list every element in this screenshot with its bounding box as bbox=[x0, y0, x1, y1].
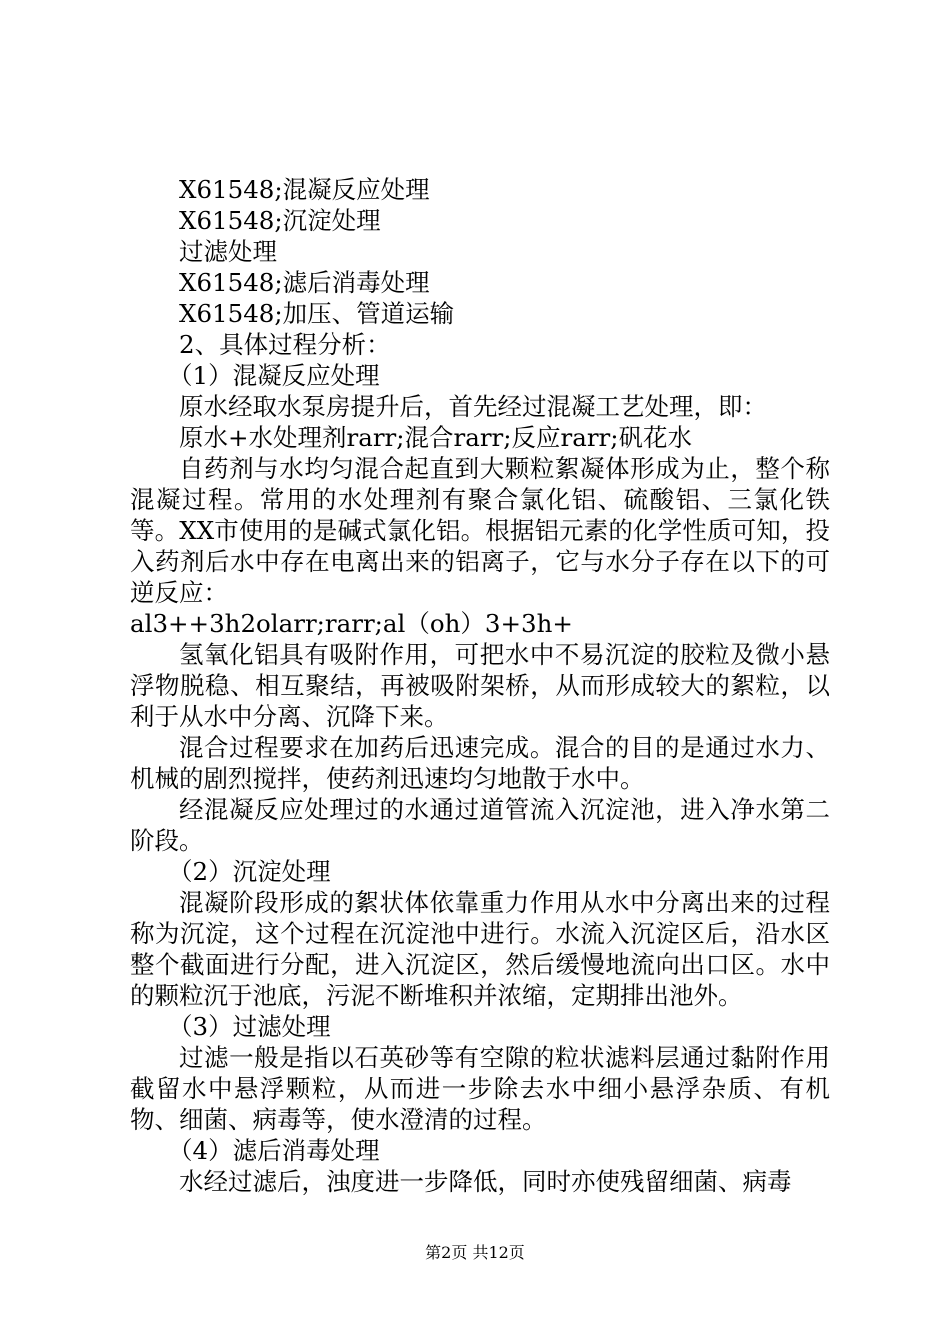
chemical-equation: al3++3h2olarr;rarr;al（oh）3+3h+ bbox=[130, 609, 573, 638]
process-step-coagulation: X61548;混凝反应处理 bbox=[179, 175, 430, 204]
document-body bbox=[130, 174, 830, 1197]
subsection-heading-2: （2）沉淀处理 bbox=[168, 857, 331, 886]
paragraph: 经混凝反应处理过的水通过道管流入沉淀池，进入净水第二阶段。 bbox=[130, 795, 830, 855]
paragraph: 过滤一般是指以石英砂等有空隙的粒状滤料层通过黏附作用截留水中悬浮颗粒，从而进一步除去水中细小悬浮杂质、有机物、细菌、病毒等，使水澄清的过程。 bbox=[130, 1043, 830, 1134]
body-line: 原水经取水泵房提升后，首先经过混凝工艺处理，即： bbox=[179, 392, 767, 421]
subsection-heading-3: （3）过滤处理 bbox=[168, 1012, 331, 1041]
section-heading: 2、具体过程分析： bbox=[179, 330, 391, 359]
paragraph: 自药剂与水均匀混合起直到大颗粒絮凝体形成为止，整个称混凝过程。常用的水处理剂有聚合氯化铝、硫酸铝、三氯化铁等。XX市使用的是碱式氯化铝。根据铝元素的化学性质可知，投入药剂后水中存在电离出来的铝离子，它与水分子存在以下的可逆反应： bbox=[130, 454, 830, 607]
process-step-sedimentation: X61548;沉淀处理 bbox=[179, 206, 381, 235]
page-footer: 第2页 共12页 bbox=[425, 1243, 525, 1262]
process-step-disinfection: X61548;滤后消毒处理 bbox=[179, 268, 430, 297]
process-step-filtration: 过滤处理 bbox=[179, 237, 277, 266]
paragraph: 氢氧化铝具有吸附作用，可把水中不易沉淀的胶粒及微小悬浮物脱稳、相互聚结，再被吸附架桥，从而形成较大的絮粒，以利于从水中分离、沉降下来。 bbox=[130, 640, 830, 731]
subsection-heading-4: （4）滤后消毒处理 bbox=[168, 1136, 380, 1165]
paragraph: 水经过滤后，浊度进一步降低，同时亦使残留细菌、病毒 bbox=[179, 1167, 792, 1196]
process-formula-line: 原水+水处理剂rarr;混合rarr;反应rarr;矾花水 bbox=[179, 423, 693, 452]
paragraph: 混合过程要求在加药后迅速完成。混合的目的是通过水力、机械的剧烈搅拌，使药剂迅速均匀地散于水中。 bbox=[130, 733, 830, 793]
subsection-heading-1: （1）混凝反应处理 bbox=[168, 361, 380, 390]
process-step-pressurization: X61548;加压、管道运输 bbox=[179, 299, 455, 328]
paragraph: 混凝阶段形成的絮状体依靠重力作用从水中分离出来的过程称为沉淀，这个过程在沉淀池中进行。水流入沉淀区后，沿水区整个截面进行分配，进入沉淀区，然后缓慢地流向出口区。水中的颗粒沉于池底，污泥不断堆积并浓缩，定期排出池外。 bbox=[130, 888, 830, 1010]
